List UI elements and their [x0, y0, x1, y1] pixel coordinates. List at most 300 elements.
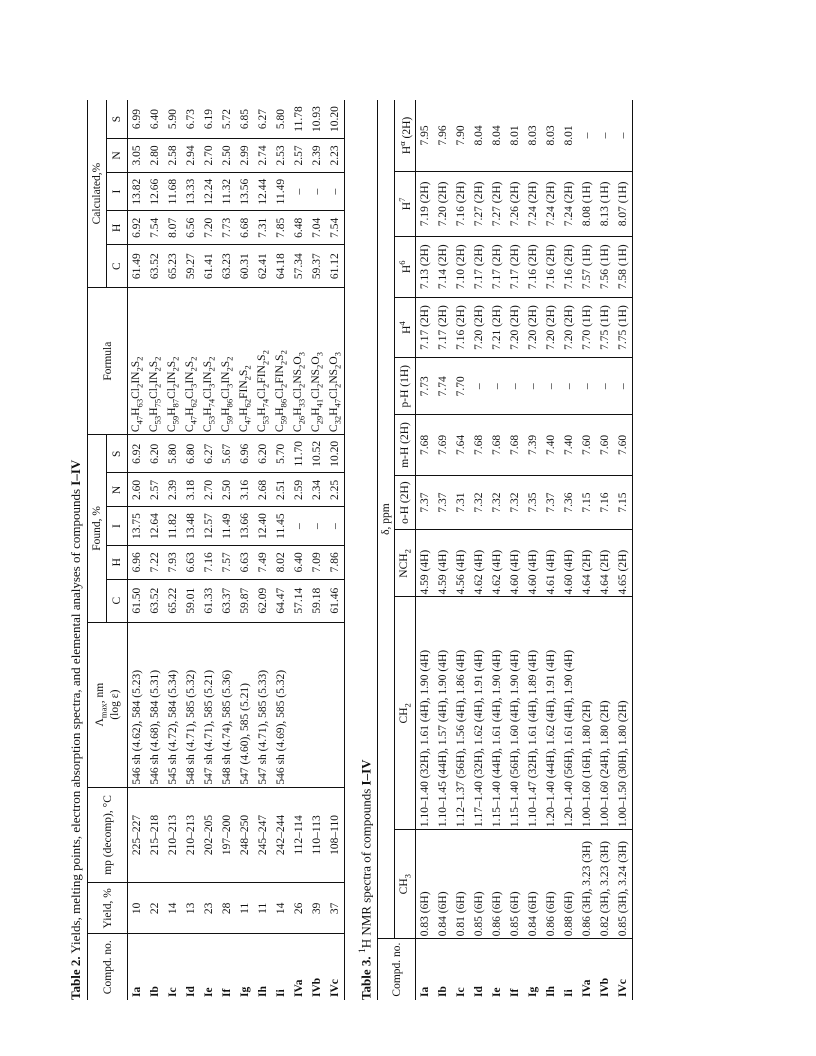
t3-cell-oh: 7.32 [506, 475, 524, 530]
t3-cell-h6: 7.13 (2H) [416, 236, 435, 297]
t2-cell-calc: 2.50 [218, 139, 236, 173]
t3-cell-oh: 7.37 [542, 475, 560, 530]
t3-cell-compd: Ia [419, 986, 432, 997]
t2-cell-compd: IVc [329, 979, 341, 997]
table2-body [128, 100, 345, 1000]
t2-cell-found: 62.09 [254, 579, 272, 622]
t2-cell-found: 10.20 [326, 435, 345, 473]
t2-cell-yield: 26 [290, 883, 308, 934]
t2-cell-calc: 2.39 [308, 139, 326, 173]
t3-cell-mh: 7.39 [524, 415, 542, 476]
t2-cell-found: 6.96 [236, 435, 254, 473]
t3-cell-ph: 7.70 [452, 358, 470, 415]
t3-cell-oh: 7.32 [470, 475, 488, 530]
t2-header-found: Found, % [88, 435, 107, 623]
t2-cell-calc: 12.24 [200, 172, 218, 210]
t2-cell-calc: 64.18 [272, 245, 290, 288]
t3-header-ha: $H^\alpha$ (2H) [395, 100, 416, 171]
t2-cell-found: 64.47 [272, 579, 290, 622]
t2-cell-found: 2.34 [308, 473, 326, 507]
t3-cell-mh: 7.69 [434, 415, 452, 476]
t3-cell-ch2: 1.20–1.40 (56H), 1.61 (4H), 1.90 (4H) [560, 597, 578, 830]
t2-found-c: C [107, 579, 128, 622]
t2-cell-compd: IVa [293, 979, 305, 997]
t3-cell-nch2: 4.60 (4H) [560, 530, 578, 597]
t3-cell-h4: 7.70 (1H) [578, 297, 596, 358]
t2-cell-found: 57.14 [290, 579, 308, 622]
t2-cell-found: 59.18 [308, 579, 326, 622]
t2-cell-found: 63.52 [146, 579, 164, 622]
t2-cell-calc: 61.49 [128, 245, 147, 288]
t3-cell-ch2: 1.00–1.60 (24H), 1.80 (2H) [596, 597, 614, 830]
t3-cell-h6: 7.17 (2H) [488, 236, 506, 297]
t3-cell-h6: 7.56 (1H) [596, 236, 614, 297]
t3-cell-ph: – [614, 358, 633, 415]
t2-cell-calc: 11.78 [290, 100, 308, 139]
t3-cell-mh: 7.60 [614, 415, 633, 476]
t2-cell-found: 2.39 [164, 473, 182, 507]
t2-cell-found: 11.45 [272, 507, 290, 545]
t2-found-n: N [107, 473, 128, 507]
t3-cell-ch3: 0.84 (6H) [524, 830, 542, 939]
t3-cell-ha: – [596, 100, 614, 171]
t2-cell-yield: 28 [218, 883, 236, 934]
t2-cell-calc: 11.68 [164, 172, 182, 210]
t3-cell-ha: – [614, 100, 633, 171]
t2-cell-lambda [326, 622, 345, 787]
t2-cell-calc: 6.68 [236, 211, 254, 245]
t2-calc-h: H [107, 211, 128, 245]
t2-cell-calc: 3.05 [128, 139, 147, 173]
t3-cell-h6: 7.16 (2H) [542, 236, 560, 297]
t3-cell-nch2: 4.65 (2H) [614, 530, 633, 597]
t3-cell-h6: 7.17 (2H) [470, 236, 488, 297]
t2-row [146, 100, 164, 1000]
t2-header-lambda-line2: (log ε) [108, 689, 121, 720]
t2-cell-calc: 5.80 [272, 100, 290, 139]
t3-cell-h7: 7.26 (2H) [506, 171, 524, 236]
t2-header-lambda-unit: , nm [94, 682, 107, 704]
t3-cell-h4: 7.21 (2H) [488, 297, 506, 358]
t2-cell-mp: 225–227 [128, 787, 147, 883]
t3-cell-ch2: 1.00–1.50 (30H), 1.80 (2H) [614, 597, 633, 830]
t3-cell-ha: 8.01 [506, 100, 524, 171]
t3-cell-ha: 7.90 [452, 100, 470, 171]
t3-header-oh: o-H (2H) [395, 475, 416, 530]
t3-cell-h7: 7.24 (2H) [560, 171, 578, 236]
t3-cell-ph: – [596, 358, 614, 415]
t3-row [452, 100, 470, 1000]
t2-row [218, 100, 236, 1000]
t2-cell-found: 2.60 [128, 473, 147, 507]
t2-cell-calc: 6.27 [254, 100, 272, 139]
t3-cell-nch2: 4.59 (4H) [416, 530, 435, 597]
table3-caption-text: H NMR spectra of compounds [358, 788, 374, 949]
t2-cell-formula: $C_{59}H_{86}Cl_3IN_2S_2$ [218, 288, 236, 435]
t2-cell-calc: 13.82 [128, 172, 147, 210]
t3-cell-h7: 7.16 (2H) [452, 171, 470, 236]
t2-cell-found: 10.52 [308, 435, 326, 473]
t3-cell-nch2: 4.61 (4H) [542, 530, 560, 597]
t2-cell-compd: IVb [311, 977, 323, 997]
t2-cell-calc: 12.44 [254, 172, 272, 210]
t2-cell-lambda: 546 sh (4.62), 584 (5.23) [128, 622, 147, 787]
t2-cell-formula: $C_{32}H_{47}Cl_2NS_2O_3$ [326, 288, 345, 435]
t2-cell-calc: 7.31 [254, 211, 272, 245]
t2-cell-mp: 110–113 [308, 787, 326, 883]
t2-cell-found: 7.16 [200, 545, 218, 579]
t2-cell-lambda [308, 622, 326, 787]
t3-cell-ch2: 1.00–1.60 (16H), 1.80 (2H) [578, 597, 596, 830]
t2-header-lambda-symbol: Λ [94, 718, 107, 727]
t2-cell-found: 6.20 [146, 435, 164, 473]
t3-cell-compd: IVa [581, 979, 594, 997]
t2-header-formula: Formula [88, 288, 128, 435]
t2-cell-compd: Ia [131, 986, 143, 997]
t3-cell-ch2: 1.20–1.40 (44H), 1.62 (4H), 1.91 (4H) [542, 597, 560, 830]
t2-cell-calc: – [326, 172, 345, 210]
t2-cell-calc: 61.41 [200, 245, 218, 288]
table2-caption-text: Yields, melting points, electron absorption spectra, and elemental analyses of compounds [68, 488, 83, 954]
t2-cell-calc: – [308, 172, 326, 210]
t3-cell-h4: 7.75 (1H) [614, 297, 633, 358]
t3-cell-ch2: 1.10–1.45 (44H), 1.57 (4H), 1.90 (4H) [434, 597, 452, 830]
t2-cell-calc: 2.57 [290, 139, 308, 173]
t3-cell-ch2: 1.10–1.47 (32H), 1.61 (4H), 1.89 (4H) [524, 597, 542, 830]
t2-cell-found: 12.64 [146, 507, 164, 545]
t2-cell-compd: Ie [203, 987, 215, 997]
t3-cell-h6: 7.57 (1H) [578, 236, 596, 297]
t3-cell-ch3: 0.86 (6H) [542, 830, 560, 939]
t3-cell-mh: 7.60 [578, 415, 596, 476]
t3-cell-h7: 8.13 (1H) [596, 171, 614, 236]
t2-row [290, 100, 308, 1000]
t2-row [236, 100, 254, 1000]
t2-cell-calc: 13.56 [236, 172, 254, 210]
t2-cell-found: – [326, 507, 345, 545]
t3-cell-ph: 7.73 [416, 358, 435, 415]
t2-cell-found: 2.68 [254, 473, 272, 507]
t2-cell-found: 59.87 [236, 579, 254, 622]
t2-cell-found: 11.70 [290, 435, 308, 473]
t3-cell-h7: 8.08 (1H) [578, 171, 596, 236]
t2-cell-calc: 6.40 [146, 100, 164, 139]
t3-cell-ha: 8.01 [560, 100, 578, 171]
t3-cell-mh: 7.40 [542, 415, 560, 476]
t3-row [560, 100, 578, 1000]
t2-row [182, 100, 200, 1000]
t2-cell-found: 7.09 [308, 545, 326, 579]
t2-cell-found: 3.16 [236, 473, 254, 507]
t3-cell-nch2: 4.62 (4H) [470, 530, 488, 597]
t3-header-h4: $H^4$ [395, 297, 416, 358]
table2-caption-label: Table 2. [68, 956, 83, 1000]
t2-row [200, 100, 218, 1000]
table3-body [416, 100, 633, 1000]
t3-header-compd: Compd. no. [378, 939, 416, 1000]
t2-cell-mp: 245–247 [254, 787, 272, 883]
t3-cell-oh: 7.31 [452, 475, 470, 530]
t2-cell-found: 5.67 [218, 435, 236, 473]
t2-header-mp: mp (decomp), °C [88, 787, 128, 883]
table3-caption-label: Table 3. [358, 956, 374, 1000]
t2-cell-calc: 63.52 [146, 245, 164, 288]
t2-calc-n: N [107, 139, 128, 173]
t2-cell-compd: Ii [275, 989, 287, 997]
t3-cell-h6: 7.16 (2H) [560, 236, 578, 297]
t3-cell-h6: 7.17 (2H) [506, 236, 524, 297]
t3-cell-h7: 7.24 (2H) [524, 171, 542, 236]
t3-header-ph: p-H (1H) [395, 358, 416, 415]
t3-header-h6: $H^6$ [395, 236, 416, 297]
t2-found-i: I [107, 507, 128, 545]
t2-header-yield: Yield, % [88, 883, 128, 934]
t3-row [596, 100, 614, 1000]
t2-cell-calc: 10.20 [326, 100, 345, 139]
t2-cell-calc: 2.94 [182, 139, 200, 173]
t2-cell-mp: 112–114 [290, 787, 308, 883]
t2-cell-calc: 2.53 [272, 139, 290, 173]
t3-cell-ph: – [578, 358, 596, 415]
t2-cell-calc: 2.99 [236, 139, 254, 173]
t2-cell-yield: 37 [326, 883, 345, 934]
table3 [377, 100, 633, 1000]
t3-cell-mh: 7.40 [560, 415, 578, 476]
t3-cell-compd: If [509, 988, 522, 997]
t3-cell-ch3: 0.83 (6H) [416, 830, 435, 939]
t2-cell-lambda: 546 sh (4.68), 584 (5.31) [146, 622, 164, 787]
t2-cell-calc: 12.66 [146, 172, 164, 210]
t3-cell-h4: 7.20 (2H) [506, 297, 524, 358]
t2-cell-calc: 7.20 [200, 211, 218, 245]
t2-cell-found: 13.75 [128, 507, 147, 545]
t2-cell-found: 63.37 [218, 579, 236, 622]
t2-cell-found: 5.80 [164, 435, 182, 473]
t2-cell-calc: 60.31 [236, 245, 254, 288]
t3-cell-compd: Ib [437, 986, 450, 997]
t3-cell-h7: 7.27 (2H) [488, 171, 506, 236]
t2-cell-found: 7.57 [218, 545, 236, 579]
t2-cell-found: 7.22 [146, 545, 164, 579]
t3-cell-mh: 7.68 [488, 415, 506, 476]
t2-cell-found: 7.49 [254, 545, 272, 579]
t3-cell-ph: – [560, 358, 578, 415]
t2-cell-lambda: 547 sh (4.71), 585 (5.21) [200, 622, 218, 787]
t3-cell-h7: 7.27 (2H) [470, 171, 488, 236]
t3-cell-ha: 8.03 [524, 100, 542, 171]
t3-cell-nch2: 4.56 (4H) [452, 530, 470, 597]
t2-cell-calc: 65.23 [164, 245, 182, 288]
t2-cell-compd: Ic [167, 987, 179, 997]
t2-cell-found: – [290, 507, 308, 545]
t3-row [506, 100, 524, 1000]
t3-row [542, 100, 560, 1000]
t2-header-calculated: Calculated,% [88, 100, 107, 288]
t3-cell-h7: 8.07 (1H) [614, 171, 633, 236]
t3-cell-mh: 7.68 [416, 415, 435, 476]
t3-cell-ph: 7.74 [434, 358, 452, 415]
t3-header-nch2: $NCH_2$ [395, 530, 416, 597]
t3-cell-nch2: 4.60 (4H) [506, 530, 524, 597]
table3-caption-sup: 1 [357, 948, 368, 954]
t2-cell-found: 61.46 [326, 579, 345, 622]
t2-cell-yield: 22 [146, 883, 164, 934]
t3-cell-ch3: 0.88 (6H) [560, 830, 578, 939]
t3-row [416, 100, 435, 1000]
t2-cell-found: 6.92 [128, 435, 147, 473]
t3-cell-ch3: 0.85 (6H) [506, 830, 524, 939]
t2-cell-lambda: 545 sh (4.72), 584 (5.34) [164, 622, 182, 787]
t3-cell-compd: Ig [527, 986, 540, 997]
t3-cell-nch2: 4.62 (4H) [488, 530, 506, 597]
t2-cell-calc: 7.54 [146, 211, 164, 245]
t2-cell-calc: 2.23 [326, 139, 345, 173]
t3-cell-ph: – [470, 358, 488, 415]
t2-row [128, 100, 147, 1000]
t2-cell-compd: Id [185, 986, 197, 997]
t2-cell-calc: 2.80 [146, 139, 164, 173]
t2-cell-found: 13.66 [236, 507, 254, 545]
t2-cell-compd: Ih [257, 986, 269, 997]
t2-cell-found: 5.70 [272, 435, 290, 473]
t3-cell-ch3: 0.86 (6H) [488, 830, 506, 939]
t2-cell-found: 12.40 [254, 507, 272, 545]
t2-cell-calc: 6.19 [200, 100, 218, 139]
table2 [87, 100, 345, 1000]
t2-cell-yield: 10 [128, 883, 147, 934]
t3-cell-compd: IVc [617, 979, 630, 997]
t2-cell-yield: 39 [308, 883, 326, 934]
rotated-page-content [68, 100, 748, 1000]
t2-cell-found: 61.33 [200, 579, 218, 622]
t3-header-ch3: $CH_3$ [395, 830, 416, 939]
t3-cell-h4: 7.20 (2H) [470, 297, 488, 358]
t2-cell-found: 2.57 [146, 473, 164, 507]
t2-row [326, 100, 345, 1000]
t3-cell-ch3: 0.81 (6H) [452, 830, 470, 939]
t3-cell-h4: 7.75 (1H) [596, 297, 614, 358]
t2-found-s: S [107, 435, 128, 473]
t2-cell-calc: 59.37 [308, 245, 326, 288]
t3-cell-h4: 7.17 (2H) [434, 297, 452, 358]
t2-cell-found: 59.01 [182, 579, 200, 622]
t2-cell-found: 6.20 [254, 435, 272, 473]
t3-cell-h6: 7.16 (2H) [524, 236, 542, 297]
table2-caption-compounds: I–IV [68, 459, 83, 486]
t2-header-lambda-sub: max [98, 703, 109, 719]
t2-cell-calc: 6.99 [128, 100, 147, 139]
t2-cell-formula: $C_{53}H_{75}Cl_2IN_2S_2$ [146, 288, 164, 435]
table3-caption [355, 100, 374, 1000]
t2-cell-calc: 6.85 [236, 100, 254, 139]
t2-cell-calc: 6.56 [182, 211, 200, 245]
t2-calc-i: I [107, 172, 128, 210]
t2-cell-calc: 13.33 [182, 172, 200, 210]
t2-cell-yield: 14 [164, 883, 182, 934]
t2-cell-mp: 210–213 [164, 787, 182, 883]
t3-cell-h7: 7.24 (2H) [542, 171, 560, 236]
t3-cell-compd: Id [473, 986, 486, 997]
t3-row [578, 100, 596, 1000]
t2-cell-calc: 62.41 [254, 245, 272, 288]
t2-header-lambda [88, 622, 128, 787]
t3-cell-compd: IVb [599, 977, 612, 997]
t2-cell-calc: 8.07 [164, 211, 182, 245]
t2-cell-calc: 7.85 [272, 211, 290, 245]
t3-cell-oh: 7.16 [596, 475, 614, 530]
t3-cell-h7: 7.19 (2H) [416, 171, 435, 236]
t2-cell-mp: 108–110 [326, 787, 345, 883]
t3-cell-h4: 7.20 (2H) [524, 297, 542, 358]
t3-cell-ha: – [578, 100, 596, 171]
t2-cell-formula: $C_{47}H_{62}Cl_3IN_2S_2$ [182, 288, 200, 435]
t2-cell-compd: If [221, 988, 233, 997]
t3-cell-nch2: 4.59 (4H) [434, 530, 452, 597]
t2-cell-calc: 6.92 [128, 211, 147, 245]
t2-cell-lambda: 546 sh (4.69), 585 (5.32) [272, 622, 290, 787]
t2-row [164, 100, 182, 1000]
t2-cell-formula: $C_{26}H_{33}Cl_2NS_2O_3$ [290, 288, 308, 435]
t2-cell-found: 2.59 [290, 473, 308, 507]
t2-cell-calc: 7.54 [326, 211, 345, 245]
t2-cell-formula: $C_{59}H_{87}Cl_2IN_2S_2$ [164, 288, 182, 435]
t3-cell-compd: Ic [455, 987, 468, 997]
t2-cell-mp: 202–205 [200, 787, 218, 883]
t3-cell-ch2: 1.15–1.40 (56H), 1.60 (4H), 1.90 (4H) [506, 597, 524, 830]
t2-cell-calc: 6.73 [182, 100, 200, 139]
t2-cell-mp: 215–218 [146, 787, 164, 883]
t3-cell-ph: – [524, 358, 542, 415]
t2-cell-calc: 5.90 [164, 100, 182, 139]
t3-header-mh: m-H (2H) [395, 415, 416, 476]
t2-cell-yield: 11 [236, 883, 254, 934]
t2-cell-calc: 2.58 [164, 139, 182, 173]
t2-cell-found: 13.48 [182, 507, 200, 545]
t2-cell-formula: $C_{29}H_{41}Cl_2NS_2O_3$ [308, 288, 326, 435]
t3-row [524, 100, 542, 1000]
t3-cell-h6: 7.58 (1H) [614, 236, 633, 297]
t2-cell-found: 6.27 [200, 435, 218, 473]
t2-cell-calc: 59.27 [182, 245, 200, 288]
t2-cell-found: 65.22 [164, 579, 182, 622]
t3-cell-ch3: 0.82 (3H), 3.23 (3H) [596, 830, 614, 939]
t3-header-delta: δ, ppm [378, 100, 395, 939]
t2-cell-calc: 5.72 [218, 100, 236, 139]
t3-cell-ch2: 1.15–1.40 (44H), 1.61 (4H), 1.90 (4H) [488, 597, 506, 830]
t2-row [272, 100, 290, 1000]
table3-caption-compounds: I–IV [358, 759, 374, 786]
t3-cell-nch2: 4.60 (4H) [524, 530, 542, 597]
t2-cell-mp: 210–213 [182, 787, 200, 883]
t2-row [254, 100, 272, 1000]
t2-cell-lambda [290, 622, 308, 787]
t2-calc-s: S [107, 100, 128, 139]
t2-cell-calc: 10.93 [308, 100, 326, 139]
t2-found-h: H [107, 545, 128, 579]
t2-cell-found: 2.51 [272, 473, 290, 507]
t2-cell-formula: $C_{47}H_{62}FIN_2S_2$ [236, 288, 254, 435]
t2-cell-found: 8.02 [272, 545, 290, 579]
t3-cell-ch2: 1.17–1.40 (32H), 1.62 (4H), 1.91 (4H) [470, 597, 488, 830]
t2-header-compd: Compd. no. [88, 934, 128, 1000]
t2-cell-calc: 7.04 [308, 211, 326, 245]
t3-row [470, 100, 488, 1000]
t3-cell-h4: 7.16 (2H) [452, 297, 470, 358]
t3-cell-ch2: 1.12–1.37 (56H), 1.56 (4H), 1.86 (4H) [452, 597, 470, 830]
t2-cell-formula: $C_{59}H_{86}Cl_2FIN_2S_2$ [272, 288, 290, 435]
t2-cell-lambda: 548 sh (4.74), 585 (5.36) [218, 622, 236, 787]
t2-cell-calc: 61.12 [326, 245, 345, 288]
